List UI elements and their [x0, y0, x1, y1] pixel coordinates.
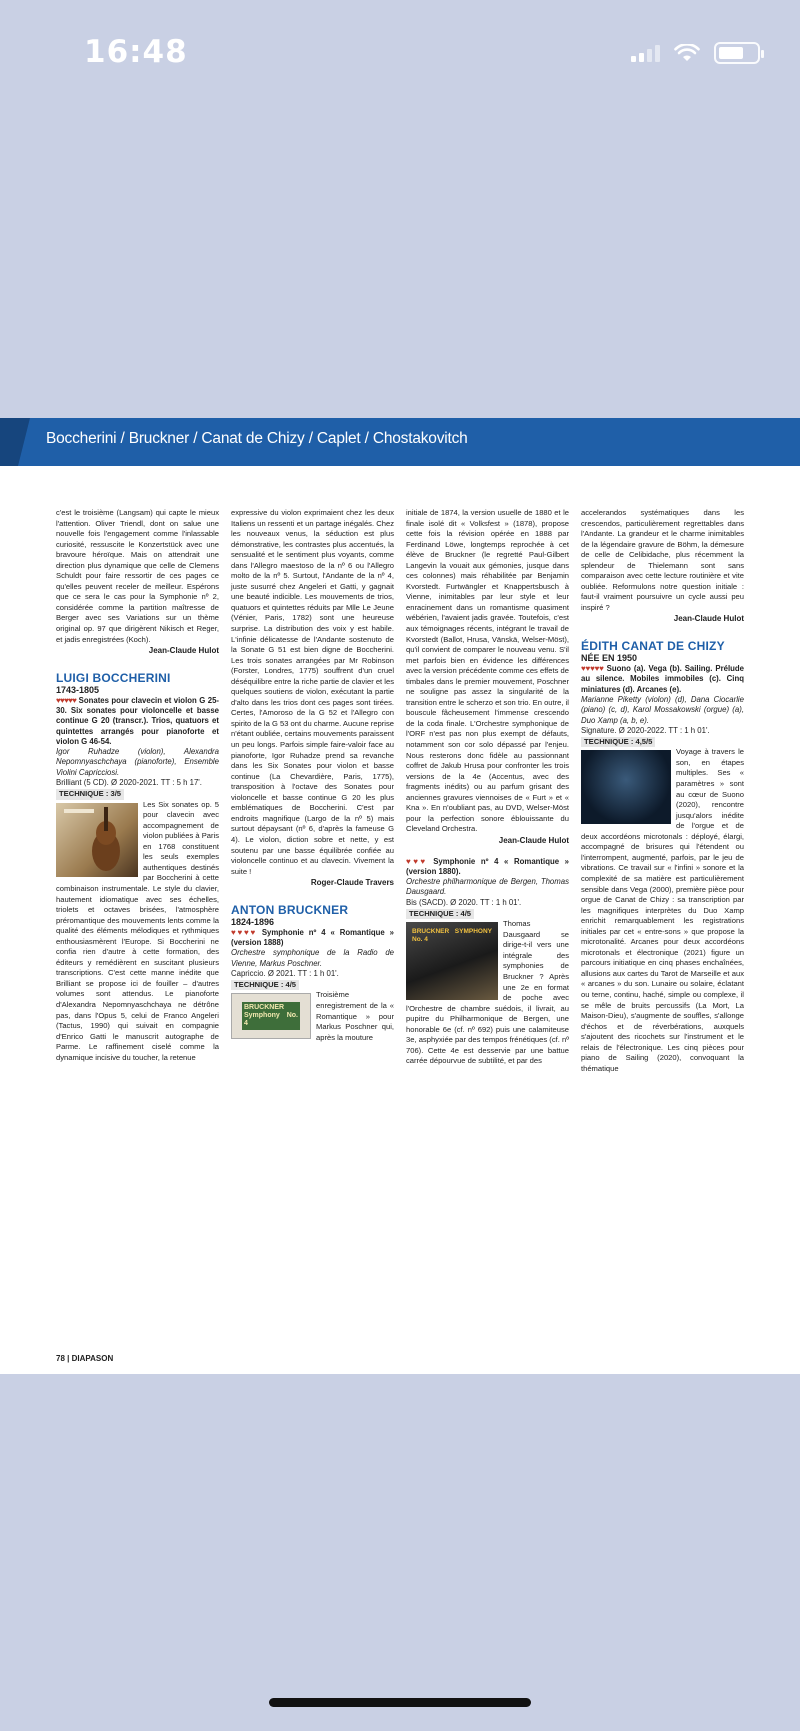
review-header	[406, 857, 569, 920]
composer-name: LUIGI BOCCHERINI	[56, 670, 171, 685]
column-4	[581, 508, 744, 1074]
review-body: accelerandos systématiques dans les crescendos, particulièrement regrettables dans l'Andante. La grandeur et le charme inimitables de la légendaire gravure de Böhm, la démesure de celle de Celibidache, plus récemment la splendeur de Thielemann sont sans comparaison avec cette lecture routinière et vite oubliée. Reformulons notre question initiale : faut-il vraiment poursuivre un cycle aussi peu inspiré ?	[581, 508, 744, 612]
performers: Igor Ruhadze (violon), Alexandra Nepomnyaschchaya (pianoforte), Ensemble Violini Capricciosi.	[56, 747, 219, 777]
label-info: Capriccio. Ø 2021. TT : 1 h 01'.	[231, 968, 339, 978]
wifi-icon	[674, 44, 700, 63]
technique-rating: TECHNIQUE : 4,5/5	[581, 737, 655, 747]
page-footer: 78 | DIAPASON	[56, 1354, 114, 1363]
composer-dates: 1824-1896	[231, 916, 275, 927]
composer-dates: 1743-1805	[56, 684, 100, 695]
performers: Marianne Piketty (violon) (d), Dana Ciocarlie (piano) (c, d), Karol Mossakowski (orgue) (a), Duo Xamp (a, b, e).	[581, 694, 744, 725]
review-signature: Jean-Claude Hulot	[673, 614, 744, 624]
cover-title: BRUCKNER SYMPHONY No. 4	[412, 928, 492, 944]
performers: Orchestre symphonique de la Radio de Vienne, Markus Poschner.	[231, 948, 394, 968]
header-tab-shape	[0, 418, 30, 466]
review-body-2: Thomas Dausgaard se dirige-t-il vers une intégrale des symphonies de Bruckner ? Après une 2e en format de poche avec l'Orchestre de chambre suédois, il livrait, au pupitre du Philharmonique de Bergen, une honorable 6e (cf. nº 692) puis une calamiteuse 3e, asphyxiée par des tempos frénétiques (cf. nº 706). Cette 4e est desservie par une battue carrée dépourvue de subtilité, et par des	[406, 919, 569, 1066]
review-signature: Jean-Claude Hulot	[148, 646, 219, 656]
rating-diapasons-icon: ♥♥♥♥♥	[56, 695, 77, 705]
rating-diapasons-icon: ♥♥♥♥♥	[581, 664, 604, 674]
article-columns	[56, 508, 746, 1074]
album-cover-image	[56, 803, 138, 877]
review-signature: Roger-Claude Travers	[310, 878, 394, 888]
cellular-signal-icon	[631, 44, 660, 62]
column-2	[231, 508, 394, 1074]
review-header	[56, 696, 219, 800]
works-list: Symphonie nº 4 « Romantique » (version 1888)	[231, 927, 394, 947]
label-info: Brilliant (5 CD). Ø 2020-2021. TT : 5 h 17'.	[56, 778, 202, 788]
technique-rating: TECHNIQUE : 4/5	[406, 909, 474, 919]
technique-rating: TECHNIQUE : 4/5	[231, 980, 299, 990]
review-body: initiale de 1874, la version usuelle de 1880 et le finale isolé dit « Volksfest » (1878), propose cette fois la révision opérée en 1888 par Ferdinand Löwe, longtemps reprochée à cet élève de Bruckner (le regretté Paul-Gilbert Langevin la vouait aux gémonies, jusque dans ces colonnes) mais réhabilitée par Benjamin Kvorstedt. Furtwängler et Knappertsbusch à Vienne, inimitables par leur style et leur enracinement dans un romantisme quasiment wébérien, l'avaient jadis gravée. Toutefois, c'est aux témoignages récents, intégrant le travail de Kvorstedt (Ballot, Hrusa, Vänskä, Welser-Möst), qu'il convient de comparer le nouveau venu. S'il met parfois bien en évidence les différences avec la version précédente comme ces effets de timbales dans le premier mouvement, Poschner ne souligne pas assez la singularité de la transition entre le scherzo et son trio. En outre, il bouscule fâcheusement l'immense crescendo de la coda finale. L'Orchestre symphonique de l'ORF n'est pas non plus exempt de défauts, notamment son cor solo dépassé par l'enjeu. Nous resterons donc fidèle au passionnant coffret de Jakub Hrusa pour confronter les trois versions de la 4e (Accentus, avec des fragments inédits) ou au parfum grisant des anciennes gravures viennoises de « Furt » et « Kna ». En n'oubliant pas, au DVD, Welser-Möst pour la perfection sonore éblouissante du Cleveland Orchestra.	[406, 508, 569, 834]
cover-title: BRUCKNER Symphony No. 4	[242, 1002, 300, 1030]
album-cover-image	[231, 993, 311, 1039]
magazine-page	[0, 418, 800, 1374]
status-bar	[0, 0, 800, 110]
review-body-2: Voyage à travers le son, en étapes multiples. Ses « paramètres » sont au cœur de Suono (2020), rencontre jusqu'alors inédite de l'orgue et de deux accordéons microtonals : déployé, élargi, accompagné de brisures qui l'étendent ou l'interrompent, augmenté, parfois, par le jeu de vibrations. Ce travail sur « l'infini » sonore et la complexité de sa matière est particulièrement sensible dans Vega (2000), première pièce pour orgue de Canat de Chizy : sa transcription par les magnifiques interprètes du Duo Xamp enrichit remarquablement les registrations initiales par cet « entre-sons » que propose la microtonalité. Arcanes pour deux accordéons microtonals et électronique (2021) figure un parcours initiatique en cinq phases enchaînées, allusions aux cartes du Tarot de Marseille et aux « arcanes » du son. Lunaire ou solaire, éclatant ou terne, continu, haché, simple ou complexe, il se mêle de bruits percussifs (La Mort, La Maison-Dieu), s'augmente de souffles, s'allonge d'échos et de réverbérations, auxquels s'ajoutent des ricochets sur l'instrument et le relais de l'électronique. Les cinq pièces pour piano de Sailing (2020), convoquant la thématique	[581, 747, 744, 1073]
section-title: Boccherini / Bruckner / Canat de Chizy / Caplet / Chostakovitch	[46, 430, 468, 447]
composer-name: ÉDITH CANAT DE CHIZY	[581, 639, 725, 654]
album-cover-image	[406, 922, 498, 1000]
performers: Orchestre philharmonique de Bergen, Thomas Dausgaard.	[406, 877, 569, 897]
composer-dates: NÉE EN 1950	[581, 653, 638, 664]
column-1	[56, 508, 219, 1074]
technique-rating: TECHNIQUE : 3/5	[56, 789, 124, 799]
works-list: Sonates pour clavecin et violon G 25-30. Six sonates pour violoncelle et basse continue G 20 (transcr.). Trios, quatuors et quintettes arrangés pour pianoforte et violon G 46-54.	[56, 695, 220, 746]
review-body-2: Troisième enregistrement de la « Romantique » pour Markus Poschner qui, après la mouture	[316, 990, 394, 1042]
rating-diapasons-icon: ♥♥♥♥	[231, 927, 257, 937]
column-3	[406, 508, 569, 1074]
review-body: expressive du violon exprimaient chez les deux Italiens un ressenti et un partage inégalés. Chez les nouveaux venus, la séduction est plus démonstrative, les contrastes plus accentués, la sensualité et le sentiment plus voyants, comme dans l'Allegro maestoso de la nº 6 ou l'Allegro molto de la nº 5. Surtout, l'Andante de la nº 4, juste susurré chez Angeleri et Gatti, y gagnait une beauté indicible. Les mouvements de trios, quatuors et quintettes réduits par Mlle Le Jeune (Vénier, Paris, 1782) sont une heureuse surprise. La distribution des voix y est habile. L'infinie délicatesse de l'Andante sostenuto de la Sonate G 51 est bien digne de Boccherini. Les trois sonates arrangées par Mr Robinson (Forster, Londres, 1775) souffrent d'un cruel déséquilibre entre la riche partie de clavier et les quelques soutiens de violon, exécutant la partie d'alto dans les trios dont ces pages sont tirées. Certes, l'Amoroso de la G 52 et l'Allegro con spirito de la G 53 ont du charme. Aucune reprise n'étant oubliée, certains mouvements paraissent un peu longs. Parfois simple faire-valoir face au pianoforte, Igor Ruhadze prend sa revanche dans les Six Sonates pour violon et basse continue (La Chevardière, Paris, 1775), transposition à l'octave des Sonates pour violoncelle et basse continue G 20 les plus emblématiques de Boccherini. C'est par endroits magnifique (Largo de la nº 5) mais surtout dépaysant (nº 6, d'après la fameuse G 4). Le violon, diction sobre et nette, y est soutenu par une basse équilibrée confiée au violoncelle continuo et au clavecin. Vivement la suite !	[231, 508, 394, 876]
section-header	[0, 418, 800, 466]
rating-diapasons-icon: ♥♥♥	[406, 856, 428, 866]
label-info: Bis (SACD). Ø 2020. TT : 1 h 01'.	[406, 897, 522, 907]
review-body: Les Six sonates op. 5 pour clavecin avec accompagnement de violon publiées à Paris en 1768 constituent les seuls exemples authentiques destinés par Boccherini à cette combinaison instrumentale. Le style du clavier, hautement idiomatique avec ses échelles, triolets et octaves brisées, l'atmosphère préromantique des mouvements lents comme la qualité des éléments mélodiques et rythmiques enthousiasmèrent l'Europe. Si Boccherini ne confia rien d'autre à cette formation, des éditeurs y remédièrent en suscitant plusieurs transcriptions. C'est cette manne inédite que Brilliant se propose ici de fouiller – d'autres volumes sont attendus. Le pianoforte d'Alexandra Nepomnyaschchaya ne détrône pas, dans l'Opus 5, celui de Franco Angeleri (Tactus, 1990) qui suivait en compagnie d'Enrico Gatti le manuscrit autographe de Parme. Le raffinement ciselé comme la dynamique incisive du toucher, la retenue	[56, 799, 219, 1062]
status-icons	[631, 42, 760, 64]
home-indicator[interactable]	[269, 1698, 531, 1707]
works-list: Suono (a). Vega (b). Sailing. Prélude au silence. Mobiles immobiles (c). Cinq miniatures (d). Arcanes (e).	[581, 664, 744, 694]
violin-illustration	[56, 803, 138, 877]
clock: 16:48	[84, 34, 188, 70]
works-list: Symphonie nº 4 « Romantique » (version 1880).	[406, 856, 570, 876]
review-signature: Jean-Claude Hulot	[498, 835, 569, 845]
label-info: Signature. Ø 2020-2022. TT : 1 h 01'.	[581, 725, 710, 735]
review-header	[231, 928, 394, 991]
album-cover-image	[581, 750, 671, 824]
composer-name: ANTON BRUCKNER	[231, 902, 349, 917]
review-continuation: c'est le troisième (Langsam) qui capte le mieux l'attention. Oliver Triendl, dont on salue une nouvelle fois l'engagement comme l'inlassable curiosité, ressuscite le Konzertstück avec une bravoure héroïque. Mais on attendrait une direction plus dynamique que celle de Clemens Schuldt pour faire ressortir de ces pages ce qu'elles peuvent receler de meilleur. Espérons que ce sera le cas pour la Symphonie nº 2, considérée comme la partition maîtresse de Berger avec ses Variations sur un thème original op. 97 que dirigèrent Nikisch et Reger, et jadis enregistrées (Koch).	[56, 508, 219, 644]
review-header	[581, 664, 744, 747]
battery-icon	[714, 42, 760, 64]
